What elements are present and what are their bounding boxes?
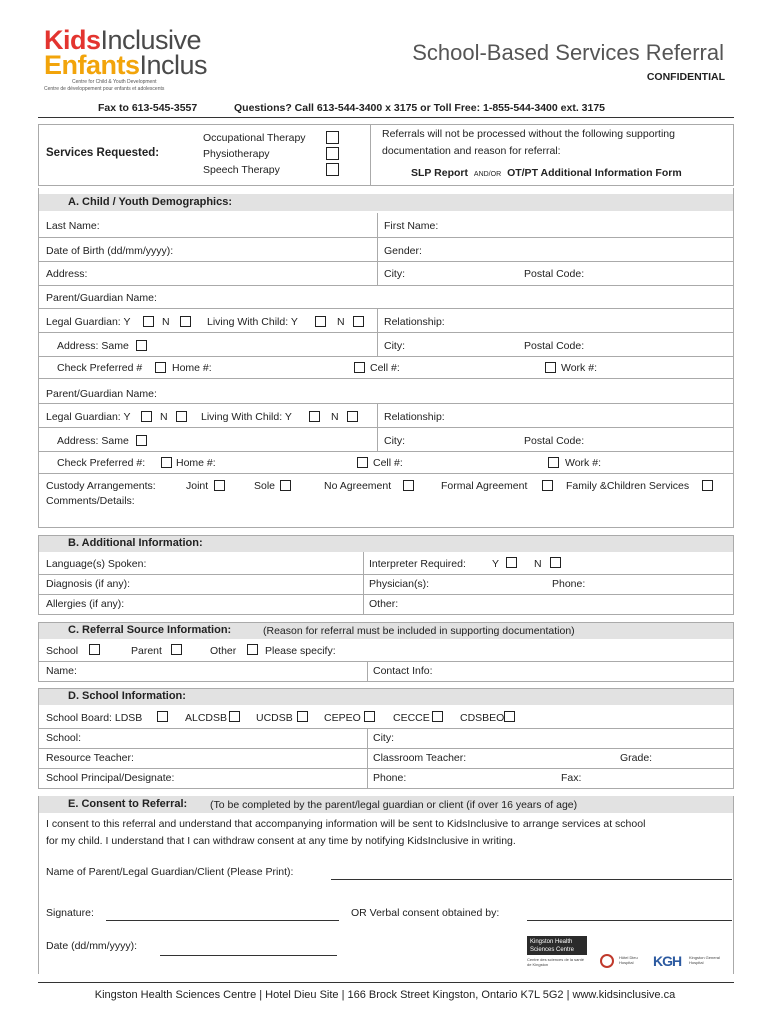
services-requested-label: Services Requested: <box>46 147 160 159</box>
section-b-frame <box>38 535 734 615</box>
source-school-label: School <box>46 645 79 657</box>
parent1-relationship-label: Relationship: <box>384 316 445 328</box>
section-c-title: C. Referral Source Information: <box>68 624 232 636</box>
interpreter-y-label: Y <box>492 558 500 570</box>
section-e-frame <box>38 796 734 974</box>
other-label: Other: <box>369 598 399 610</box>
resource-teacher-label: Resource Teacher: <box>46 752 134 764</box>
parent2-cell-label: Cell #: <box>373 457 403 469</box>
parent1-postal-label: Postal Code: <box>524 340 585 352</box>
section-d-title: D. School Information: <box>68 690 186 702</box>
address-label: Address: <box>46 268 88 280</box>
comments-label: Comments/Details: <box>46 495 135 507</box>
questions-line: Questions? Call 613-544-3400 x 3175 or Toll Free: 1-855-544-3400 ext. 3175 <box>234 102 606 114</box>
referral-note-line2: documentation and reason for referral: <box>382 145 561 157</box>
interpreter-n-label: N <box>534 558 542 570</box>
custody-formal-label: Formal Agreement <box>441 480 528 492</box>
parent2-name-label: Parent/Guardian Name: <box>46 388 157 400</box>
parent1-legal-guardian-label: Legal Guardian: Y <box>46 316 131 328</box>
last-name-label: Last Name: <box>46 220 100 232</box>
parent2-legal-n-label: N <box>160 411 168 423</box>
physician-label: Physician(s): <box>369 578 430 590</box>
section-b-title: B. Additional Information: <box>68 537 203 549</box>
source-name-label: Name: <box>46 665 77 677</box>
custody-fcs-label: Family &Children Services <box>566 480 690 492</box>
school-city-label: City: <box>373 732 394 744</box>
languages-label: Language(s) Spoken: <box>46 558 147 570</box>
source-parent-label: Parent <box>131 645 162 657</box>
hdh-logo-text: Hôtel Dieu Hospital <box>619 955 638 965</box>
consent-text-line2: for my child. I understand that I can withdraw consent at any time by notifying KidsInclusive in writing. <box>46 835 516 847</box>
parent1-work-label: Work #: <box>561 362 597 374</box>
parent1-name-label: Parent/Guardian Name: <box>46 292 157 304</box>
contact-info-label: Contact Info: <box>373 665 433 677</box>
classroom-teacher-label: Classroom Teacher: <box>373 752 467 764</box>
custody-sole-label: Sole <box>254 480 276 492</box>
service-ot-checkbox[interactable] <box>326 131 339 144</box>
board-cdsbeo-label: CDSBEO <box>460 712 505 724</box>
khsc-logo: Kingston Health Sciences Centre <box>527 936 587 955</box>
print-name-label: Name of Parent/Legal Guardian/Client (Please Print): <box>46 866 294 878</box>
section-c-note: (Reason for referral must be included in supporting documentation) <box>263 625 575 637</box>
section-e-title: E. Consent to Referral: <box>68 798 188 810</box>
parent1-living-label: Living With Child: Y <box>207 316 298 328</box>
parent1-home-label: Home #: <box>172 362 212 374</box>
principal-label: School Principal/Designate: <box>46 772 175 784</box>
diagnosis-label: Diagnosis (if any): <box>46 578 131 590</box>
service-slp-checkbox[interactable] <box>326 163 339 176</box>
school-name-label: School: <box>46 732 82 744</box>
board-alcdsb-label: ALCDSB <box>185 712 228 724</box>
khsc-logo-sub: Centre des sciences de la santé de Kingston <box>527 957 584 967</box>
first-name-label: First Name: <box>384 220 439 232</box>
parent2-living-label: Living With Child: Y <box>201 411 292 423</box>
school-fax-label: Fax: <box>561 772 582 784</box>
section-d-frame <box>38 688 734 789</box>
referral-note-line1: Referrals will not be processed without the following supporting <box>382 128 675 140</box>
service-ot-label: Occupational Therapy <box>203 132 306 144</box>
custody-no-agreement-label: No Agreement <box>324 480 392 492</box>
postal-label: Postal Code: <box>524 268 585 280</box>
custody-label: Custody Arrangements: <box>46 480 156 492</box>
please-specify-label: Please specify: <box>265 645 336 657</box>
confidential-label: CONFIDENTIAL <box>646 71 725 83</box>
interpreter-label: Interpreter Required: <box>369 558 466 570</box>
gender-label: Gender: <box>384 245 422 257</box>
kgh-logo-text: Kingston General Hospital <box>689 955 720 965</box>
parent1-cell-label: Cell #: <box>370 362 400 374</box>
parent2-postal-label: Postal Code: <box>524 435 585 447</box>
parent2-address-same-label: Address: Same <box>57 435 129 447</box>
board-cepeo-label: CEPEO <box>324 712 361 724</box>
board-ucdsb-label: UCDSB <box>256 712 293 724</box>
parent1-city-label: City: <box>384 340 405 352</box>
consent-text-line1: I consent to this referral and understand that accompanying information will be sent to KidsInclusive to arrange services at school <box>46 818 646 830</box>
parent1-check-pref-label: Check Preferred # <box>57 362 143 374</box>
footer-address: Kingston Health Sciences Centre | Hotel Dieu Site | 166 Brock Street Kingston, Ontario K7L 5G2 | www.kidsinclusive.ca <box>94 989 676 1001</box>
physician-phone-label: Phone: <box>552 578 586 590</box>
page-title: School-Based Services Referral <box>412 40 724 65</box>
service-pt-checkbox[interactable] <box>326 147 339 160</box>
logo-sub2: Centre de développement pour enfants et adolescents <box>44 86 165 92</box>
parent1-legal-n-label: N <box>162 316 170 328</box>
section-c-frame <box>38 622 734 682</box>
dob-label: Date of Birth (dd/mm/yyyy): <box>46 245 174 257</box>
logo-line1: KidsInclusive <box>44 25 202 55</box>
verbal-consent-label: OR Verbal consent obtained by: <box>351 907 500 919</box>
section-a-frame <box>38 188 734 528</box>
parent2-legal-guardian-label: Legal Guardian: Y <box>46 411 131 423</box>
parent2-living-n-label: N <box>331 411 339 423</box>
school-phone-label: Phone: <box>373 772 407 784</box>
hdh-logo-icon <box>600 954 614 968</box>
parent2-city-label: City: <box>384 435 405 447</box>
signature-label: Signature: <box>46 907 94 919</box>
logo-line2: EnfantsInclus <box>44 50 208 80</box>
service-slp-label: Speech Therapy <box>203 164 280 176</box>
required-docs: SLP Report AND/OR OT/PT Additional Information Form <box>411 167 682 179</box>
school-board-label: School Board: LDSB <box>46 712 143 724</box>
allergies-label: Allergies (if any): <box>46 598 125 610</box>
source-other-label: Other <box>210 645 237 657</box>
parent2-relationship-label: Relationship: <box>384 411 445 423</box>
parent1-living-n-label: N <box>337 316 345 328</box>
parent2-check-pref-label: Check Preferred #: <box>57 457 146 469</box>
logo-sub1: Centre for Child & Youth Development <box>72 79 157 85</box>
city-label: City: <box>384 268 405 280</box>
fax-number: Fax to 613-545-3557 <box>98 102 198 114</box>
section-a-title: A. Child / Youth Demographics: <box>68 196 232 208</box>
service-pt-label: Physiotherapy <box>203 148 270 160</box>
board-cecce-label: CECCE <box>393 712 430 724</box>
custody-joint-label: Joint <box>186 480 209 492</box>
grade-label: Grade: <box>620 752 653 764</box>
kgh-logo-mark: KGH <box>653 953 682 969</box>
parent1-address-same-label: Address: Same <box>57 340 129 352</box>
date-label: Date (dd/mm/yyyy): <box>46 940 138 952</box>
section-e-note: (To be completed by the parent/legal guardian or client (if over 16 years of age) <box>210 799 578 811</box>
parent2-home-label: Home #: <box>176 457 216 469</box>
parent2-work-label: Work #: <box>565 457 601 469</box>
